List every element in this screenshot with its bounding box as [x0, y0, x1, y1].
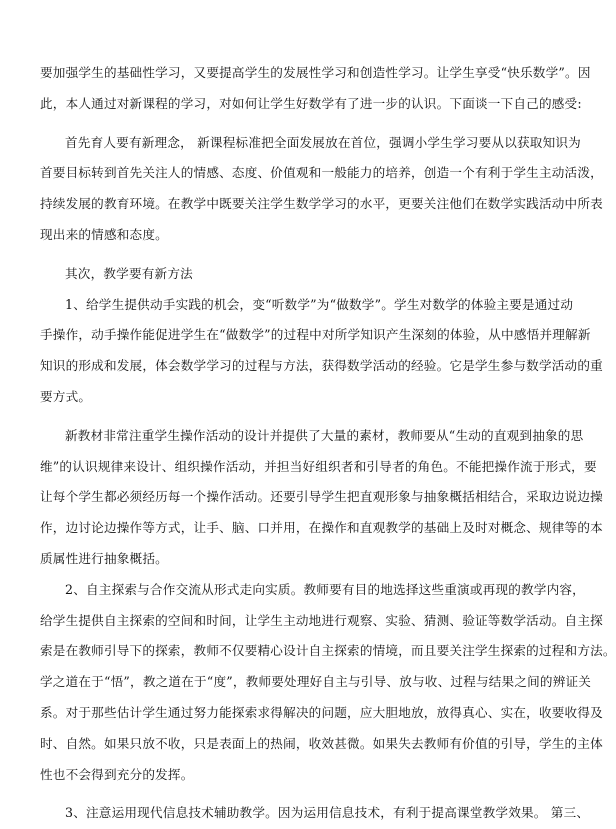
text-line: 给学生提供自主探索的空间和时间，让学生主动地进行观察、实验、猜测、验证等数学活动。自主探 — [40, 612, 603, 628]
paragraph-point-2 — [40, 575, 616, 791]
text-line: 让每个学生都必须经历每一个操作活动。还要引导学生把直观形象与抽象概括相结合，采取边说边操 — [40, 489, 603, 505]
text-line: 作，边讨论边操作等方式，让手、脑、口并用，在操作和直观教学的基础上及时对概念、规律等的本 — [40, 520, 603, 536]
text-line: 此，本人通过对新课程的学习，对如何让学生好数学有了进一步的认识。下面谈一下自己的感受: — [40, 95, 582, 111]
text-line: 2、自主探索与合作交流从形式走向实质。教师要有目的地选择这些重演或再现的教学内容， — [65, 581, 585, 597]
text-line: 学之道在于“悟”，教之道在于“度”，教师要处理好自主与引导、放与收、过程与结果之间的辨证关 — [40, 674, 592, 690]
paragraph-point-1 — [40, 290, 603, 413]
text-line: 时、自然。如果只放不收，只是表面上的热闹，收效甚微。如果失去教师有价值的引导，学生的主体 — [40, 735, 603, 751]
text-line: 现出来的情感和态度。 — [40, 226, 168, 242]
text-line: 1、给学生提供动手实践的机会，变“听数学”为“做数学”。学生对数学的体验主要是通过动 — [65, 296, 574, 312]
text-line: 手操作，动手操作能促进学生在“做数学”的过程中对所学知识产生深刻的体验，从中感悟并理解新 — [40, 327, 591, 343]
text-line: 首先育人要有新理念， 新课程标准把全面发展放在首位，强调小学生学习要从以获取知识为 — [65, 134, 581, 150]
text-line: 索是在教师引导下的探索，教师不仅要精心设计自主探索的情境，而且要关注学生探索的过程和方法。 — [40, 643, 616, 659]
text-line: 持续发展的教育环境。在教学中既要关注学生数学学习的水平，更要关注他们在数学实践活动中所表 — [40, 196, 603, 212]
paragraph-new-concept — [40, 128, 603, 251]
text-line: 系。对于那些估计学生通过努力能探索求得解决的问题，应大胆地放，放得真心、实在，收要收得及 — [40, 704, 603, 720]
text-line: 其次，教学要有新方法 — [65, 265, 193, 281]
paragraph-point-3 — [40, 798, 590, 829]
text-line: 新教材非常注重学生操作活动的设计并提供了大量的素材，教师要从“生动的直观到抽象的思 — [65, 427, 584, 443]
text-line: 3、注意运用现代信息技术辅助教学。因为运用信息技术，有利于提高课堂教学效果。 第三、 — [65, 805, 590, 821]
text-line: 要加强学生的基础性学习，又要提高学生的发展性学习和创造性学习。让学生享受“快乐数学”。因 — [40, 65, 591, 80]
document-body — [40, 58, 616, 829]
text-line: 维”的认识规律来设计、组织操作活动，并担当好组织者和引导者的角色。不能把操作流于形式，要 — [40, 458, 597, 474]
paragraph-intro — [40, 58, 591, 120]
text-line: 要方式。 — [40, 388, 92, 404]
text-line: 知识的形成和发展，体会数学学习的过程与方法，获得数学活动的经验。它是学生参与数学活动的重 — [40, 358, 603, 374]
text-line: 性也不会得到充分的发挥。 — [40, 766, 194, 782]
paragraph-textbook-operation — [40, 421, 603, 575]
text-line: 质属性进行抽象概括。 — [40, 550, 168, 566]
text-line: 首要目标转到首先关注人的情感、态度、价值观和一般能力的培养，创造一个有利于学生主动活泼， — [40, 165, 603, 181]
paragraph-heading-new-method — [40, 259, 546, 290]
